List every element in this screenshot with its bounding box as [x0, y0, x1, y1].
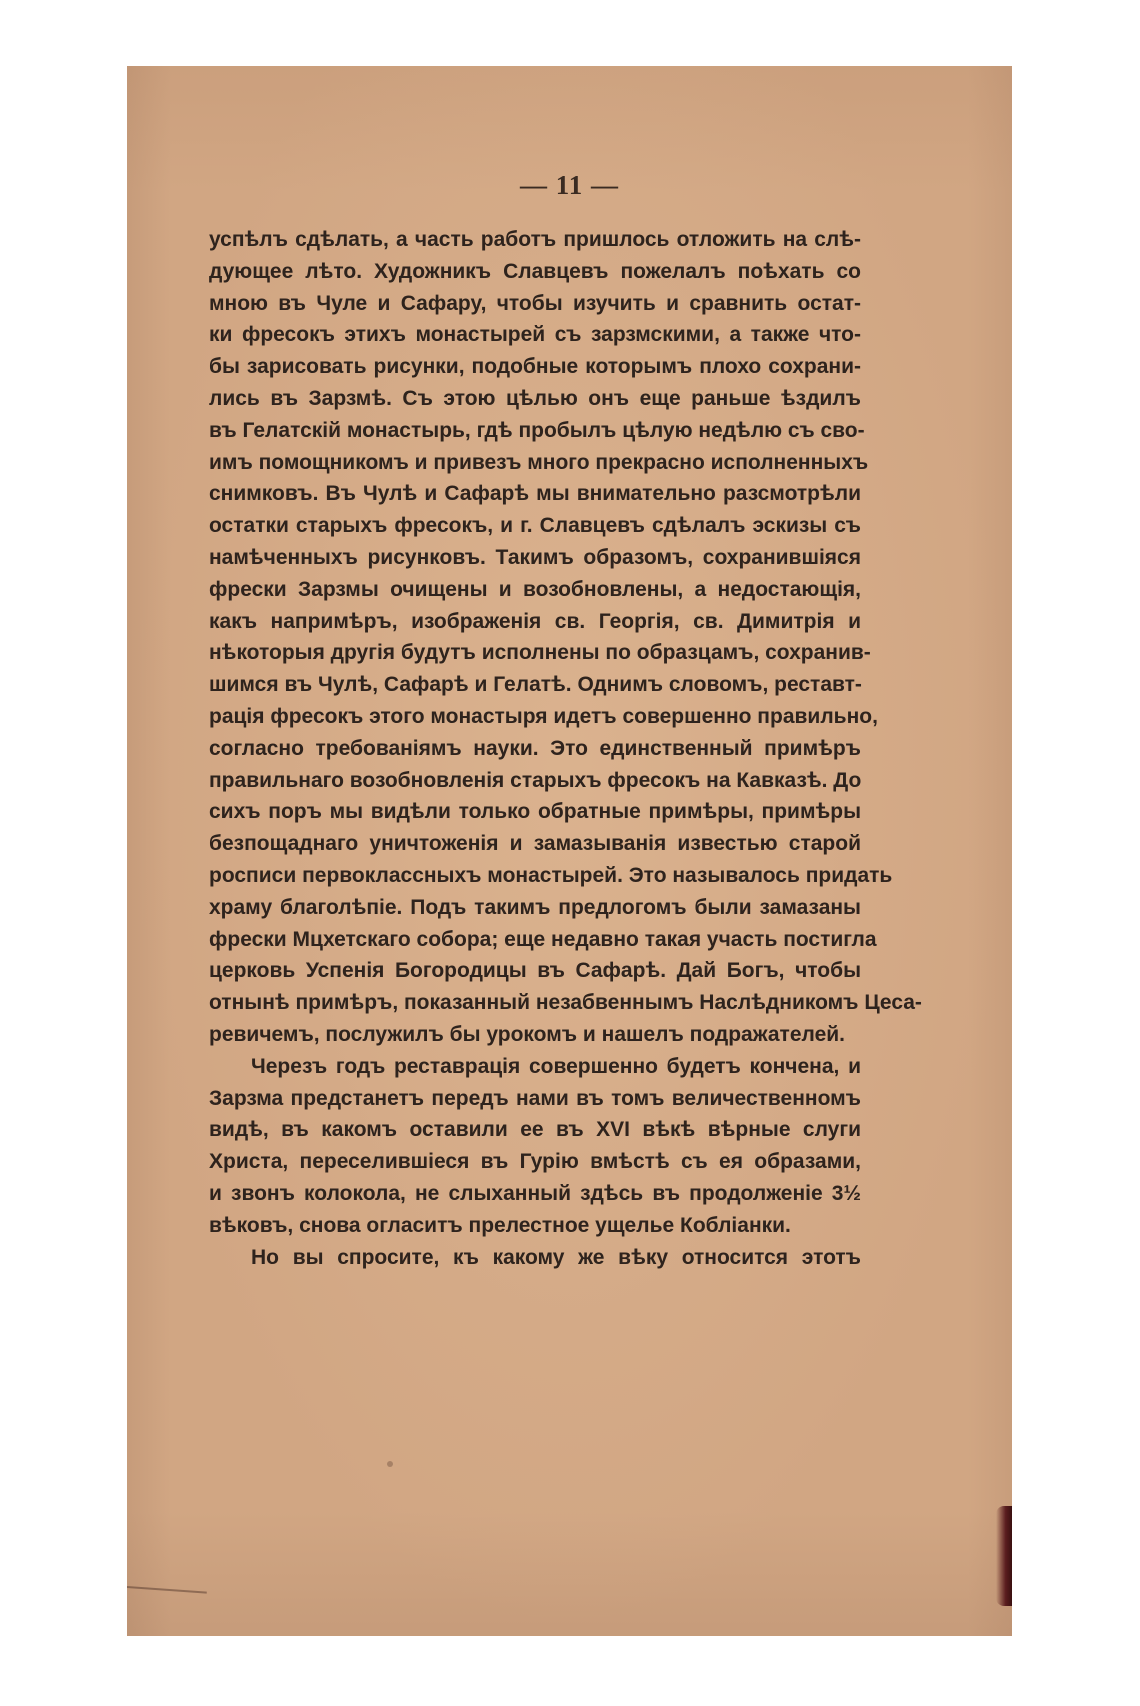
text-line: Но вы спросите, къ какому же вѣку относится этотъ [251, 1245, 861, 1269]
text-line: церковь Успенія Богородицы въ Сафарѣ. Дай Богъ, чтобы [209, 959, 861, 983]
scanned-page [127, 66, 1012, 1636]
text-line: дующее лѣто. Художникъ Славцевъ пожелалъ поѣхать со [209, 259, 861, 283]
text-line: снимковъ. Въ Чулѣ и Сафарѣ мы внимательно разсмотрѣли [209, 482, 861, 506]
text-line: Зарзма предстанетъ передъ нами въ томъ величественномъ [209, 1086, 861, 1110]
text-line: мною въ Чуле и Сафару, чтобы изучить и сравнить остат- [209, 291, 861, 315]
text-line: храму благолѣпіе. Подъ такимъ предлогомъ были замазаны [209, 895, 861, 919]
text-line: успѣлъ сдѣлать, а часть работъ пришлось отложить на слѣ- [209, 228, 861, 251]
paper-smudge [387, 1461, 393, 1467]
text-line: нѣкоторыя другія будутъ исполнены по образцамъ, сохранив- [209, 641, 871, 665]
text-line: отнынѣ примѣръ, показанный незабвеннымъ Наслѣдникомъ Цеса- [209, 991, 922, 1015]
text-line: и звонъ колокола, не слыханный здѣсь въ продолженіе 3½ [209, 1181, 861, 1205]
text-line: фрески Мцхетскаго собора; еще недавно такая участь постигла [209, 927, 877, 951]
text-line: ревичемъ, послужилъ бы урокомъ и нашелъ подражателей. [209, 1022, 846, 1046]
text-line: видѣ, въ какомъ оставили ее въ XVI вѣкѣ вѣрные слуги [209, 1118, 861, 1142]
text-line: Христа, переселившіеся въ Гурію вмѣстѣ съ ея образами, [209, 1150, 861, 1174]
text-line: сихъ поръ мы видѣли только обратные примѣры, примѣры [209, 800, 861, 824]
body-text [209, 224, 922, 1273]
text-line: шимся въ Чулѣ, Сафарѣ и Гелатѣ. Однимъ словомъ, реставт- [209, 673, 862, 697]
text-line: правильнаго возобновленія старыхъ фресокъ на Кавказѣ. До [209, 768, 862, 792]
text-line: лись въ Зарзмѣ. Съ этою цѣлью онъ еще раньше ѣздилъ [209, 386, 861, 410]
text-line: намѣченныхъ рисунковъ. Такимъ образомъ, сохранившіяся [209, 545, 861, 569]
text-line: Черезъ годъ реставрація совершенно будетъ кончена, и [251, 1054, 861, 1078]
text-line: согласно требованіямъ науки. Это единственный примѣръ [209, 736, 861, 760]
text-line: остатки старыхъ фресокъ, и г. Славцевъ сдѣлалъ эскизы съ [209, 514, 861, 538]
text-line: рація фресокъ этого монастыря идетъ совершенно правильно, [209, 704, 878, 728]
text-line: имъ помощникомъ и привезъ много прекрасно исполненныхъ [209, 450, 869, 474]
text-line: бы зарисовать рисунки, подобные которымъ плохо сохрани- [209, 355, 861, 379]
page-edge-mark [996, 1506, 1012, 1606]
text-line: какъ напримѣръ, изображенія св. Георгія, св. Димитрія и [209, 609, 861, 633]
text-line: безпощаднаго уничтоженія и замазыванія известью старой [209, 832, 861, 856]
text-line: ки фресокъ этихъ монастырей съ зарзмскими, а также что- [209, 323, 861, 347]
text-line: фрески Зарзмы очищены и возобновлены, а недостающія, [209, 577, 861, 601]
page-number: — 11 — [519, 170, 619, 200]
text-line: росписи первоклассныхъ монастырей. Это называлось придать [209, 863, 893, 887]
text-line: вѣковъ, снова огласитъ прелестное ущелье Кобліанки. [209, 1213, 791, 1237]
paper-crease [127, 1586, 207, 1604]
text-line: въ Гелатскій монастырь, гдѣ пробылъ цѣлую недѣлю съ сво- [209, 418, 865, 442]
